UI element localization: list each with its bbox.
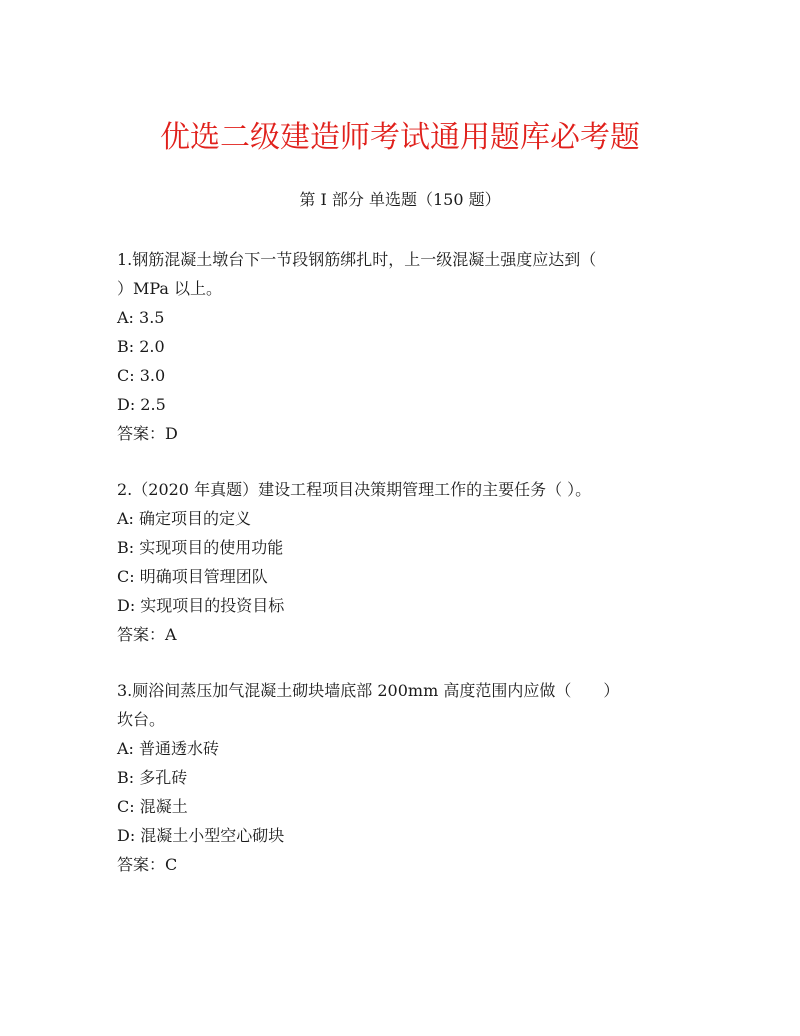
option-d: D: 2.5 [117,395,166,414]
question-stem-line: 坎台。 [117,710,166,729]
option-a: A: 普通透水砖 [117,739,220,758]
option-b: B: 实现项目的使用功能 [117,538,284,557]
option-c: C: 3.0 [117,366,166,385]
section-heading: 第 I 部分 单选题（150 题） [299,190,501,209]
question-stem-line: 1.钢筋混凝土墩台下一节段钢筋绑扎时，上一级混凝土强度应达到（ [117,250,597,269]
option-c: C: 混凝土 [117,797,188,816]
document-title: 优选二级建造师考试通用题库必考题 [160,120,640,155]
option-b: B: 2.0 [117,337,165,356]
question-1 [117,245,677,448]
question-stem-line: ）MPa 以上。 [117,279,223,298]
option-b: B: 多孔砖 [117,768,188,787]
option-c: C: 明确项目管理团队 [117,567,268,586]
option-a: A: 确定项目的定义 [117,509,252,528]
option-d: D: 混凝土小型空心砌块 [117,826,285,845]
answer-line: 答案：D [117,424,178,443]
question-2 [117,475,677,649]
question-3 [117,676,677,879]
question-stem-line: 3.厕浴间蒸压加气混凝土砌块墙底部 200mm 高度范围内应做（ ） [117,681,620,700]
answer-line: 答案：C [117,855,178,874]
option-d: D: 实现项目的投资目标 [117,596,285,615]
question-stem-line: 2.（2020 年真题）建设工程项目决策期管理工作的主要任务（ ）。 [117,480,592,499]
answer-line: 答案：A [117,625,177,644]
option-a: A: 3.5 [117,308,165,327]
